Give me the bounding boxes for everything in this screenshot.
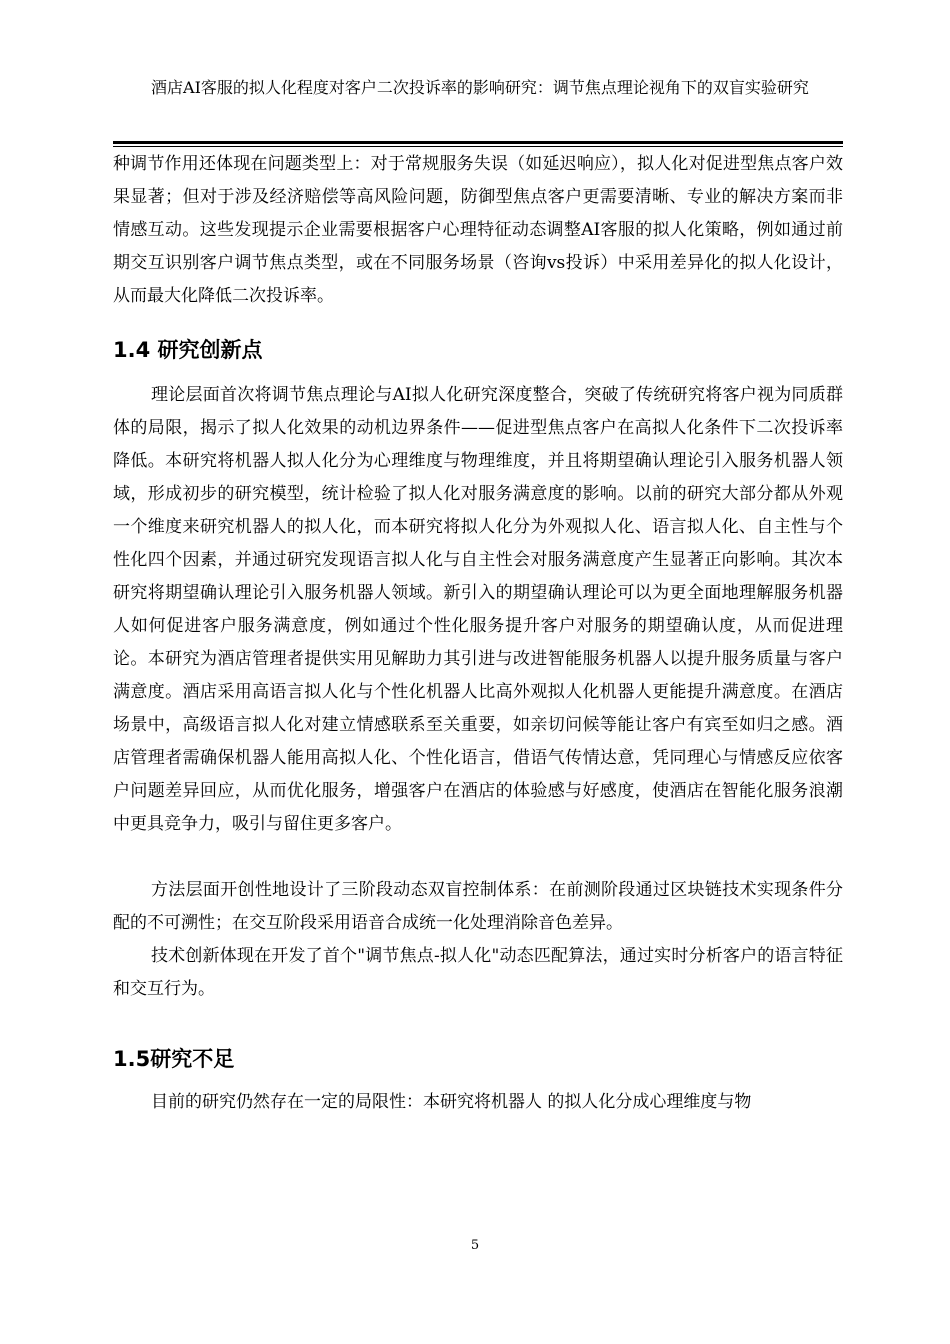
page-body [113,148,843,1119]
paragraph-continuation: 种调节作用还体现在问题类型上：对于常规服务失误（如延迟响应），拟人化对促进型焦点客户效果显著；但对于涉及经济赔偿等高风险问题，防御型焦点客户更需要清晰、专业的解决方案而非情感互动。这些发现提示企业需要根据客户心理特征动态调整AI客服的拟人化策略，例如通过前期交互识别客户调节焦点类型，或在不同服务场景（咨询vs投诉）中采用差异化的拟人化设计，从而最大化降低二次投诉率。 [113,154,843,306]
section-heading-1-5: 1.5研究不足 [113,1047,235,1071]
header-rule-thick [113,141,843,144]
header-rule-thin [113,146,843,147]
paragraph-method: 方法层面开创性地设计了三阶段动态双盲控制体系：在前测阶段通过区块链技术实现条件分配的不可溯性；在交互阶段采用语音合成统一化处理消除音色差异。 [113,880,843,933]
section-heading-1-4: 1.4 研究创新点 [113,338,263,362]
paragraph-technology: 技术创新体现在开发了首个"调节焦点-拟人化"动态匹配算法，通过实时分析客户的语言特征和交互行为。 [113,946,843,999]
paragraph-theory: 理论层面首次将调节焦点理论与AI拟人化研究深度整合，突破了传统研究将客户视为同质群体的局限，揭示了拟人化效果的动机边界条件——促进型焦点客户在高拟人化条件下二次投诉率降低。本研究将机器人拟人化分为心理维度与物理维度，并且将期望确认理论引入服务机器人领域，形成初步的研究模型，统计检验了拟人化对服务满意度的影响。以前的研究大部分都从外观一个维度来研究机器人的拟人化，而本研究将拟人化分为外观拟人化、语言拟人化、自主性与个性化四个因素，并通过研究发现语言拟人化与自主性会对服务满意度产生显著正向影响。其次本研究将期望确认理论引入服务机器人领域。新引入的期望确认理论可以为更全面地理解服务机器人如何促进客户服务满意度，例如通过个性化服务提升客户对服务的期望确认度，从而促进理论。本研究为酒店管理者提供实用见解助力其引进与改进智能服务机器人以提升服务质量与客户满意度。酒店采用高语言拟人化与个性化机器人比高外观拟人化机器人更能提升满意度。在酒店场景中，高级语言拟人化对建立情感联系至关重要，如亲切问候等能让客户有宾至如归之感。酒店管理者需确保机器人能用高拟人化、个性化语言，借语气传情达意，凭同理心与情感反应依客户问题差异回应，从而优化服务，增强客户在酒店的体验感与好感度，使酒店在智能化服务浪潮中更具竞争力，吸引与留住更多客户。 [113,385,843,834]
page-number: 5 [470,1238,480,1253]
paragraph-limitations: 目前的研究仍然存在一定的局限性：本研究将机器人 的拟人化分成心理维度与物 [151,1092,752,1112]
running-header: 酒店AI客服的拟人化程度对客户二次投诉率的影响研究：调节焦点理论视角下的双盲实验研究 [151,78,809,97]
